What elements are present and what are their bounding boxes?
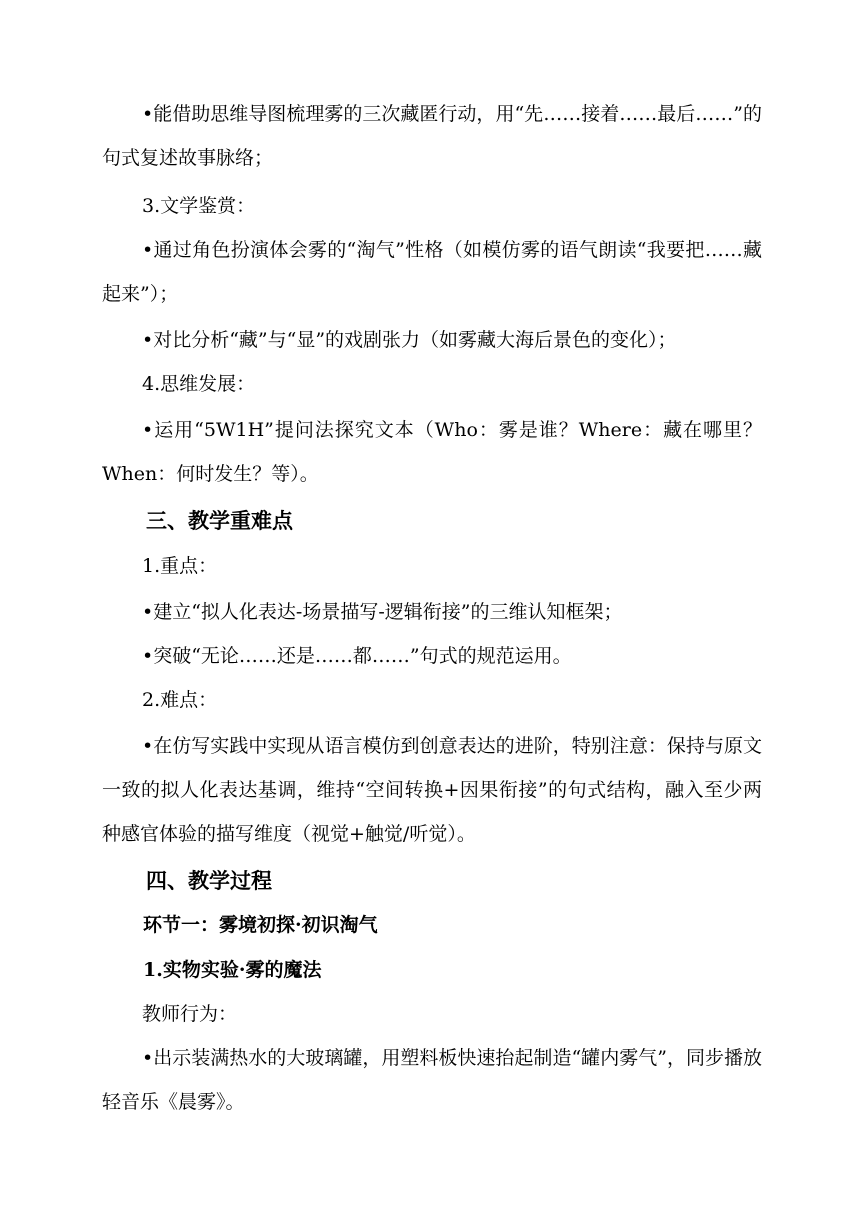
subheading-experiment: 1.实物实验·雾的魔法 <box>143 959 322 981</box>
section-heading-teaching-process: 四、教学过程 <box>146 868 272 893</box>
paragraph-framework: •建立“拟人化表达-场景描写-逻辑衔接”的三维认知框架； <box>142 601 623 623</box>
paragraph-glass-jar: •出示装满热水的大玻璃罐，用塑料板快速抬起制造“罐内雾气”，同步播放轻音乐《晨雾》。 <box>102 1047 762 1113</box>
paragraph-contrast-analysis: •对比分析“藏”与“显”的戏剧张力（如雾藏大海后景色的变化）； <box>142 329 677 351</box>
paragraph-mind-map: •能借助思维导图梳理雾的三次藏匿行动，用“先……接着……最后……”的句式复述故事脉络； <box>102 103 762 169</box>
paragraph-sentence-pattern: •突破“无论……还是……都……”句式的规范运用。 <box>142 645 572 667</box>
paragraph-imitation-writing: •在仿写实践中实现从语言模仿到创意表达的进阶，特别注意：保持与原文一致的拟人化表达基调，维持“空间转换+因果衔接”的句式结构，融入至少两种感官体验的描写维度（视觉+触觉/听觉）。 <box>102 735 762 845</box>
paragraph-teacher-behavior: 教师行为： <box>142 1003 238 1025</box>
paragraph-literary-appreciation: 3.文学鉴赏： <box>142 195 256 217</box>
paragraph-5w1h: •运用“5W1H”提问法探究文本（Who：雾是谁？Where：藏在哪里？When：何时发生？等）。 <box>102 419 762 485</box>
subheading-stage-one: 环节一：雾境初探·初识淘气 <box>143 914 378 936</box>
paragraph-thinking-development: 4.思维发展： <box>142 373 256 395</box>
section-heading-key-difficult-points: 三、教学重难点 <box>146 508 293 533</box>
paragraph-difficult-points: 2.难点： <box>142 689 218 711</box>
paragraph-role-play: •通过角色扮演体会雾的“淘气”性格（如模仿雾的语气朗读“我要把……藏起来”）； <box>102 239 762 305</box>
paragraph-key-points: 1.重点： <box>142 555 218 577</box>
